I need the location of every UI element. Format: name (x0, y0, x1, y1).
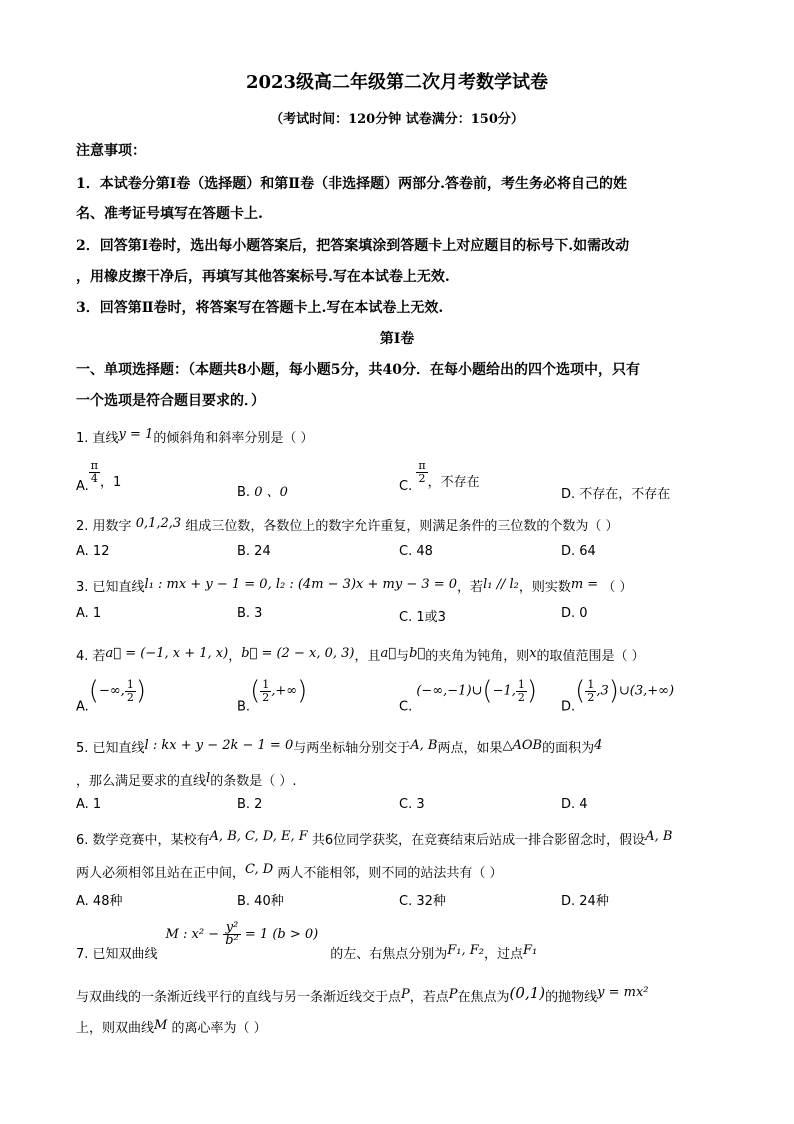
question-7: 7. 已知双曲线M : x² − $\frac{\text{y²}}{\text{b²}}$ = 1 (b > 0)的左、右焦点分别为F₁, F₂，过点F₁ (76, 920, 538, 962)
note-1-cont: 名、准考证号填写在答题卡上. (76, 206, 263, 222)
q5-option-b: B. 2 (237, 797, 263, 812)
section-heading: 一、单项选择题：（本题共8小题，每小题5分，共40分．在每小题给出的四个选项中，只有 (76, 362, 640, 378)
question-7-cont-2: 上，则双曲线M 的离心率为（ ） (76, 1018, 267, 1036)
q1-option-a: A. $\frac{\pi}{4}$ ，1 (76, 459, 122, 494)
note-3: 3．回答第Ⅱ卷时，将答案写在答题卡上.写在本试卷上无效. (76, 300, 444, 316)
q6-option-a: A. 48种 (76, 894, 123, 909)
q1-prefix: 1. 直线 (76, 431, 119, 446)
question-2: 2. 用数字 0,1,2,3 组成三位数，各数位上的数字允许重复，则满足条件的三位数的个数为（ ） (76, 516, 619, 534)
q4-option-c: C. (−∞,−1)∪(−1, $\frac{1}{2}$ ) (399, 676, 538, 715)
question-3: 3. 已知直线l₁ : mx + y − 1 = 0, l₂ : (4m − 3)x + my − 3 = 0，若l₁ // l₂，则实数m = （ ） (76, 577, 633, 595)
q2-option-a: A. 12 (76, 544, 110, 559)
question-7-cont: 与双曲线的一条渐近线平行的直线与另一条渐近线交于点P，若点P在焦点为(0,1)的抛物线y = mx² (76, 984, 649, 1005)
q3-option-c: C. 1或3 (399, 610, 446, 625)
q3-option-b: B. 3 (237, 606, 263, 621)
note-2: 2．回答第Ⅰ卷时，选出每小题答案后，把答案填涂到答题卡上对应题目的标号下.如需改动 (76, 238, 630, 254)
part-1-label: 第Ⅰ卷 (379, 331, 415, 347)
q4-option-b: B.( $\frac{1}{2}$ ,+∞) (237, 676, 308, 715)
question-5-cont: ，那么满足要求的直线l的条数是（ ）. (76, 771, 297, 789)
q3-option-d: D. 0 (561, 606, 588, 621)
q4-option-d: D.( $\frac{1}{2}$ ,3)∪(3,+∞) (561, 676, 675, 715)
section-heading-cont: 一个选项是符合题目要求的．） (76, 393, 265, 409)
q2-option-b: B. 24 (237, 544, 271, 559)
fraction: $\frac{\pi}{4}$ (90, 459, 99, 485)
q3-option-a: A. 1 (76, 606, 102, 621)
q2-option-d: D. 64 (561, 544, 596, 559)
q1-option-c: C. $\frac{\pi}{2}$ ，不存在 (399, 459, 480, 494)
question-1 (76, 427, 313, 446)
question-6-cont: 两人必须相邻且站在正中间，C, D 两人不能相邻，则不同的站法共有（ ） (76, 862, 503, 881)
q1-math: y = 1 (118, 427, 154, 442)
q4-option-a: A.(−∞, $\frac{1}{2}$ ) (76, 676, 146, 715)
question-4: 4. 若a⃗ = (−1, x + 1, x)，b⃗ = (2 − x, 0, 3)，且a⃗与b⃗的夹角为钝角，则x的取值范围是（ ） (76, 646, 645, 664)
exam-info: （考试时间：120分钟 试卷满分：150分） (270, 112, 524, 127)
q6-option-c: C. 32种 (399, 894, 446, 909)
q2-option-c: C. 48 (399, 544, 433, 559)
fraction: $\frac{\pi}{2}$ (418, 459, 426, 485)
q5-option-a: A. 1 (76, 797, 102, 812)
q1-suffix: 的倾斜角和斜率分别是（ ） (153, 431, 314, 446)
q1-option-d: D. 不存在，不存在 (561, 487, 671, 502)
page-title: 2023级高二年级第二次月考数学试卷 (245, 72, 549, 93)
q5-option-d: D. 4 (561, 797, 588, 812)
note-2-cont: ，用橡皮擦干净后，再填写其他答案标号.写在本试卷上无效. (76, 269, 450, 285)
question-5: 5. 已知直线l : kx + y − 2k − 1 = 0与两坐标轴分别交于A, B两点，如果△AOB的面积为4 (76, 738, 603, 756)
q6-option-d: D. 24种 (561, 894, 609, 909)
q6-option-b: B. 40种 (237, 894, 284, 909)
note-1: 1．本试卷分第Ⅰ卷（选择题）和第Ⅱ卷（非选择题）两部分.答卷前，考生务必将自己的姓 (76, 176, 627, 192)
q5-option-c: C. 3 (399, 797, 425, 812)
question-6: 6. 数学竞赛中，某校有A, B, C, D, E, F 共6位同学获奖，在竞赛结束后站成一排合影留念时，假设A, B (76, 829, 673, 848)
notes-heading: 注意事项： (76, 143, 146, 159)
q1-option-b: B. 0 、0 (237, 485, 288, 500)
